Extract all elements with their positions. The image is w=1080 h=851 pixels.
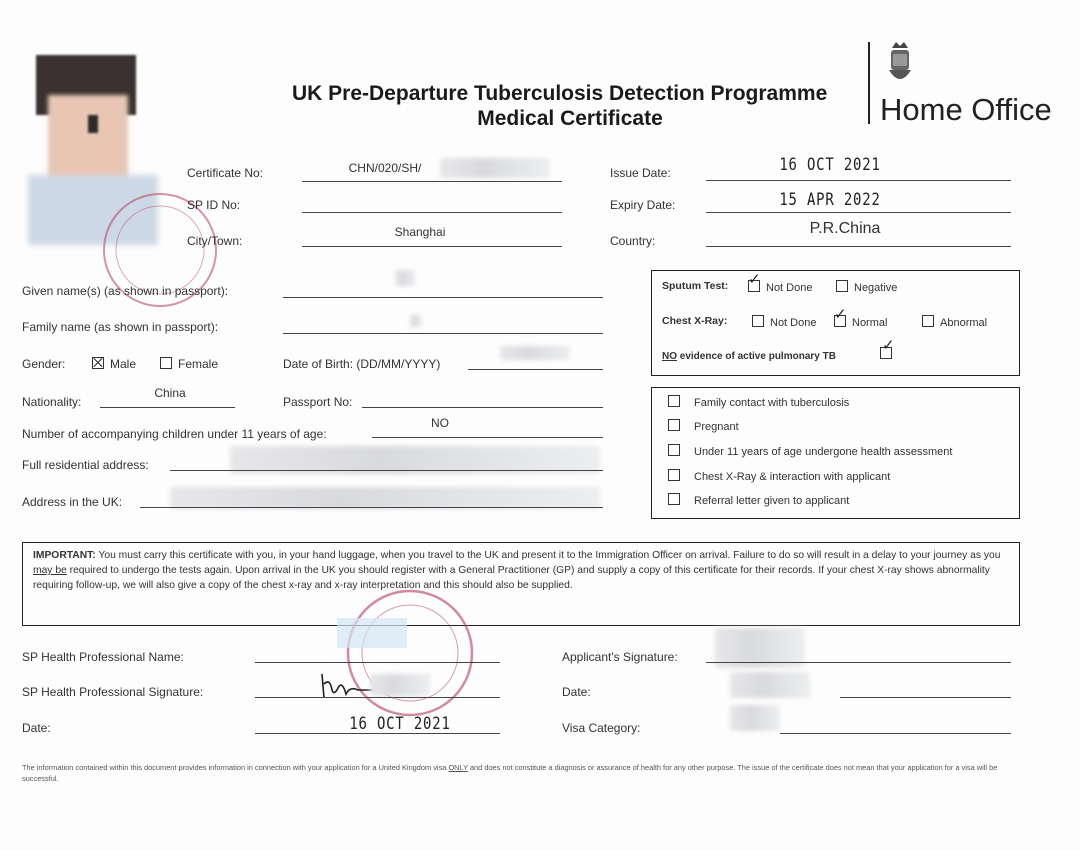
xray-abnormal-checkbox[interactable] [922, 315, 934, 327]
redacted-dob [500, 346, 570, 360]
given-name-label: Given name(s) (as shown in passport): [22, 284, 229, 298]
redacted-family-name [410, 315, 422, 327]
address-label: Full residential address: [22, 458, 149, 472]
children-value: NO [431, 416, 449, 430]
date-value: 16 OCT 2021 [349, 714, 451, 734]
checkmark-icon: ✓ [834, 306, 847, 323]
checkmark-icon: ✓ [882, 337, 895, 354]
xray-not-done-checkbox[interactable] [752, 315, 764, 327]
no-evidence-statement: NO evidence of active pulmonary TB [662, 351, 836, 362]
list-item[interactable]: Referral letter given to applicant [668, 493, 849, 507]
list-item[interactable]: Family contact with tuberculosis [668, 395, 849, 409]
redacted-given-name [395, 270, 415, 286]
family-name-label: Family name (as shown in passport): [22, 320, 219, 334]
children-label: Number of accompanying children under 11 years of age: [22, 427, 327, 441]
checkmark-icon: ✓ [748, 271, 761, 288]
redacted-uk-address [170, 487, 600, 509]
important-notice-text: IMPORTANT: You must carry this certificate with you, in your hand luggage, when you travel to the UK and present it to the Immigration Officer on arrival. Failure to do so will result in a delay to your journey as you may be required to undergo the tests again. Upon arrival in the UK you should register with a General Practitioner (GP) and supply a copy of this certificate for their records. If your chest X-ray shows abnormality requiring follow-up, we will also give a copy of the chest x-ray and x-ray interpretation and this should also be supplied. [33, 550, 1001, 591]
expiry-date-value: 15 APR 2022 [779, 190, 881, 210]
issue-date-value: 16 OCT 2021 [779, 155, 881, 175]
sputum-negative-option[interactable]: Negative [836, 280, 897, 294]
sputum-negative-checkbox[interactable] [836, 280, 848, 292]
date-label: Date: [22, 721, 51, 735]
female-checkbox[interactable] [160, 357, 172, 369]
sputum-not-done-option[interactable]: Not Done [748, 280, 812, 294]
list-item[interactable]: Chest X-Ray & interaction with applicant [668, 469, 890, 483]
page-subtitle: Medical Certificate [477, 107, 663, 130]
country-label: Country: [610, 234, 656, 248]
redacted-certificate-suffix [440, 158, 550, 178]
city-value: Shanghai [394, 225, 446, 239]
nationality-label: Nationality: [22, 395, 82, 409]
chest-xray-label: Chest X-Ray: [662, 315, 728, 327]
footer-disclaimer: The information contained within this document provides information in connection with your application for a United Kingdom visa ONLY and does not constitute a diagnosis or assurance of health for any other purpose. The issue of the certificate does not mean that your application for a visa will be successful. [22, 763, 998, 783]
xray-normal-option[interactable]: Normal [834, 315, 887, 329]
dob-label: Date of Birth: (DD/MM/YYYY) [283, 357, 441, 371]
uk-address-label: Address in the UK: [22, 495, 123, 509]
list-item[interactable]: Under 11 years of age undergone health assessment [668, 444, 952, 458]
country-value: P.R.China [809, 220, 881, 237]
royal-crest-icon [880, 40, 920, 92]
male-checkbox[interactable] [92, 357, 104, 369]
redacted-visa-category [730, 705, 780, 731]
visa-category-label: Visa Category: [562, 721, 641, 735]
xray-not-done-option[interactable]: Not Done [752, 315, 816, 329]
certificate-no-value: CHN/020/SH/ [348, 161, 422, 175]
list-item[interactable]: Pregnant [668, 419, 739, 433]
page-title: UK Pre-Departure Tuberculosis Detection Programme [292, 82, 828, 105]
sputum-test-label: Sputum Test: [662, 280, 729, 292]
home-office-wordmark: Home Office [880, 92, 1052, 127]
redacted-applicant-date [730, 672, 810, 698]
xray-abnormal-option[interactable]: Abnormal [922, 315, 987, 329]
passport-label: Passport No: [283, 395, 353, 409]
gender-female-option[interactable]: Female [160, 357, 218, 371]
certificate-no-label: Certificate No: [187, 166, 264, 180]
hp-signature-label: SP Health Professional Signature: [22, 685, 204, 699]
applicant-date-label: Date: [562, 685, 591, 699]
issue-date-label: Issue Date: [610, 166, 671, 180]
applicant-signature-label: Applicant's Signature: [562, 650, 678, 664]
expiry-date-label: Expiry Date: [610, 198, 676, 212]
city-label: City/Town: [187, 234, 243, 248]
sp-id-label: SP ID No: [187, 198, 241, 212]
hp-name-label: SP Health Professional Name: [22, 650, 184, 664]
gender-male-option[interactable]: Male [92, 357, 136, 371]
nationality-value: China [154, 386, 186, 400]
header-divider [868, 42, 870, 124]
gender-label: Gender: [22, 357, 66, 371]
redacted-hp-signature [370, 674, 430, 696]
